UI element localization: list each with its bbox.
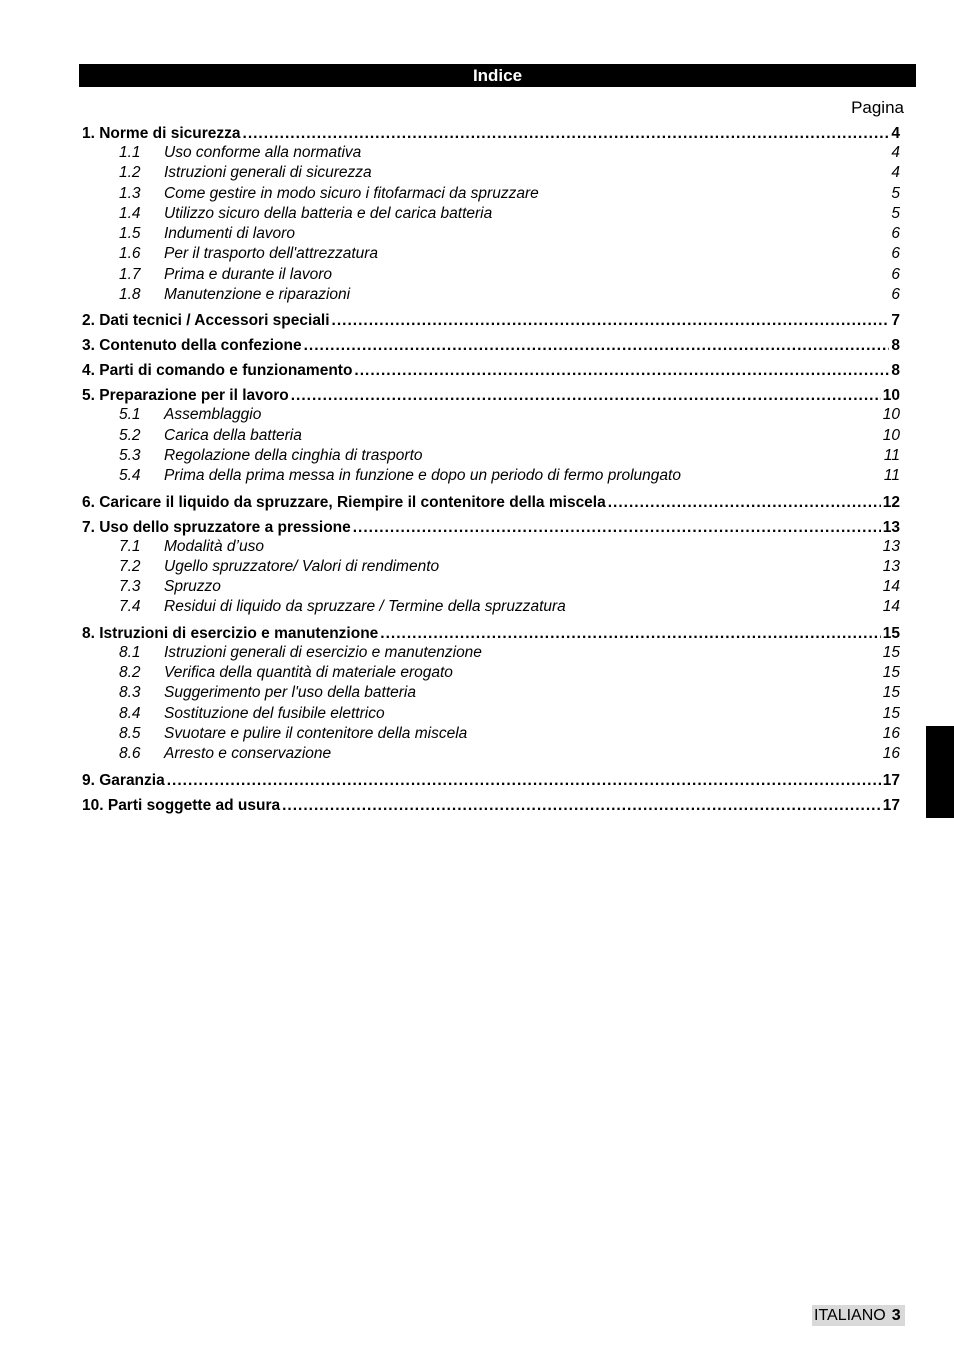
toc-sub-title: Indumenti di lavoro [164, 225, 295, 243]
toc-main-page: 10 [882, 387, 900, 405]
toc-leader-dots [608, 493, 881, 512]
toc-sub-entry[interactable] [82, 466, 900, 486]
toc-main-title: 3. Contenuto della confezione [82, 337, 302, 355]
toc-sub-page: 6 [891, 265, 900, 283]
toc-section [82, 311, 900, 330]
toc-sub-number: 8.6 [119, 745, 141, 763]
toc-main-entry[interactable] [82, 386, 900, 405]
toc-sub-entry[interactable] [82, 704, 900, 724]
toc-section [82, 336, 900, 355]
toc-main-page: 7 [891, 312, 900, 330]
toc-sub-title: Uso conforme alla normativa [164, 144, 362, 161]
toc-sub-page: 15 [882, 684, 900, 702]
toc-sub-entry[interactable] [82, 744, 900, 764]
toc-sub-title: Assemblaggio [164, 406, 262, 424]
toc-leader-dots [353, 518, 881, 537]
toc-sub-page: 11 [883, 446, 900, 464]
toc-sub-entry[interactable] [82, 184, 900, 204]
toc-sub-entry[interactable] [82, 244, 900, 264]
toc-sub-entry[interactable] [82, 597, 900, 617]
toc-sub-title: Residui di liquido da spruzzare / Termine della spruzzatura [164, 598, 566, 616]
toc-main-title: 10. Parti soggette ad usura [82, 796, 281, 814]
toc-section [82, 124, 900, 305]
toc-sub-entry[interactable] [82, 724, 900, 744]
toc-sub-title: Verifica della quantità di materiale erogato [164, 664, 453, 682]
footer-page-number: 3 [891, 1307, 901, 1324]
toc-sub-entry[interactable] [82, 557, 900, 577]
toc-sub-entry[interactable] [82, 285, 900, 305]
toc-sub-entry[interactable] [82, 224, 900, 244]
toc-sub-entry[interactable] [82, 446, 900, 466]
toc-leader-dots [380, 624, 880, 643]
toc-sub-number: 1.4 [119, 204, 141, 222]
toc-sub-entry[interactable] [82, 683, 900, 703]
toc-sub-number: 1.5 [119, 225, 141, 243]
toc-sub-title: Manutenzione e riparazioni [164, 286, 351, 304]
toc-sub-number: 1.3 [119, 184, 141, 202]
toc-leader-dots [282, 796, 881, 815]
toc-sub-number: 8.4 [119, 704, 141, 722]
toc-sub-page: 16 [882, 745, 900, 763]
toc-main-entry[interactable] [82, 796, 900, 815]
toc-sub-entry[interactable] [82, 426, 900, 446]
toc-sub-entry[interactable] [82, 163, 900, 183]
toc-section [82, 361, 900, 380]
toc-main-entry[interactable] [82, 361, 900, 380]
toc-sub-entry[interactable] [82, 577, 900, 597]
toc-main-title: 2. Dati tecnici / Accessori speciali [82, 312, 330, 330]
toc-main-entry[interactable] [82, 518, 900, 537]
toc-sub-title: Istruzioni generali di esercizio e manutenzione [164, 643, 482, 661]
toc-main-page: 17 [882, 796, 900, 814]
toc-sub-number: 1.8 [119, 286, 141, 304]
toc-sub-page: 13 [882, 557, 900, 575]
toc-sub-number: 5.3 [119, 446, 141, 464]
toc-sub-page: 13 [882, 537, 900, 555]
toc-sub-page: 15 [882, 664, 900, 682]
toc-sub-number: 1.6 [119, 245, 141, 263]
toc-sub-entry[interactable] [82, 204, 900, 224]
toc-main-title: 5. Preparazione per il lavoro [82, 387, 289, 405]
toc-main-entry[interactable] [82, 124, 900, 143]
toc-main-page: 13 [882, 518, 900, 536]
toc-leader-dots [291, 386, 881, 405]
toc-sub-title: Utilizzo sicuro della batteria e del carica batteria [164, 204, 493, 222]
toc-sub-page: 6 [891, 225, 900, 243]
toc-sub-title: Prima della prima messa in funzione e dopo un periodo di fermo prolungato [164, 467, 681, 485]
toc-sub-page: 15 [882, 704, 900, 722]
toc-sub-number: 7.3 [119, 578, 141, 596]
toc-main-title: 4. Parti di comando e funzionamento [82, 362, 353, 380]
toc-main-title: 1. Norme di sicurezza [82, 125, 241, 142]
index-title: Indice [79, 64, 916, 87]
toc-sub-number: 5.4 [119, 467, 141, 485]
toc-sub-title: Suggerimento per l'uso della batteria [164, 684, 416, 702]
toc-sub-title: Carica della batteria [164, 426, 302, 444]
page-footer [812, 1305, 905, 1326]
toc-sub-number: 5.2 [119, 426, 141, 444]
toc-sub-number: 1.7 [119, 265, 141, 283]
toc-sub-number: 7.4 [119, 598, 141, 616]
toc-sub-number: 8.3 [119, 684, 141, 702]
toc-sub-number: 7.2 [119, 557, 141, 575]
toc-sub-entry[interactable] [82, 663, 900, 683]
toc-leader-dots [332, 311, 890, 330]
toc-sub-page: 5 [891, 184, 900, 202]
table-of-contents [82, 124, 900, 815]
toc-section [82, 624, 900, 765]
toc-sub-number: 8.2 [119, 664, 141, 682]
toc-section [82, 386, 900, 486]
toc-sub-number: 8.5 [119, 724, 141, 742]
toc-sub-page: 6 [891, 286, 900, 304]
toc-main-page: 17 [882, 771, 900, 789]
toc-sub-number: 1.1 [119, 144, 141, 161]
toc-sub-page: 15 [882, 643, 900, 661]
toc-sub-page: 16 [882, 724, 900, 742]
toc-sub-title: Come gestire in modo sicuro i fitofarmaci da spruzzare [164, 184, 539, 202]
language-thumb-tab [926, 726, 954, 818]
toc-main-entry[interactable] [82, 771, 900, 790]
toc-section [82, 518, 900, 618]
toc-sub-page: 14 [882, 578, 900, 596]
toc-main-page: 15 [882, 624, 900, 642]
toc-main-title: 8. Istruzioni di esercizio e manutenzione [82, 624, 379, 642]
toc-sub-page: 4 [891, 144, 900, 161]
toc-sub-title: Regolazione della cinghia di trasporto [164, 446, 423, 464]
toc-leader-dots [167, 771, 881, 790]
toc-leader-dots [354, 361, 889, 380]
toc-main-entry[interactable] [82, 311, 900, 330]
toc-sub-number: 7.1 [119, 537, 141, 555]
toc-sub-entry[interactable] [82, 537, 900, 557]
toc-main-entry[interactable] [82, 493, 900, 512]
toc-main-title: 6. Caricare il liquido da spruzzare, Riempire il contenitore della miscela [82, 493, 606, 511]
toc-sub-title: Per il trasporto dell'attrezzatura [164, 245, 379, 263]
toc-sub-title: Arresto e conservazione [164, 745, 332, 763]
toc-sub-page: 11 [883, 467, 900, 485]
toc-sub-number: 1.2 [119, 164, 141, 182]
toc-main-title: 7. Uso dello spruzzatore a pressione [82, 518, 351, 536]
toc-section [82, 493, 900, 512]
toc-sub-title: Prima e durante il lavoro [164, 265, 332, 283]
toc-sub-entry[interactable] [82, 143, 900, 163]
toc-main-page: 8 [891, 362, 900, 380]
toc-sub-entry[interactable] [82, 405, 900, 425]
page-column-label: Pagina [851, 98, 904, 117]
toc-main-page: 4 [891, 125, 900, 142]
toc-sub-page: 14 [882, 598, 900, 616]
toc-sub-title: Ugello spruzzatore/ Valori di rendimento [164, 557, 440, 575]
toc-sub-entry[interactable] [82, 643, 900, 663]
toc-main-entry[interactable] [82, 624, 900, 643]
toc-sub-page: 4 [891, 164, 900, 182]
toc-sub-page: 6 [891, 245, 900, 263]
toc-section [82, 771, 900, 790]
toc-sub-title: Sostituzione del fusibile elettrico [164, 704, 385, 722]
footer-language: ITALIANO [814, 1307, 886, 1324]
toc-section [82, 796, 900, 815]
toc-main-page: 8 [891, 337, 900, 355]
toc-main-entry[interactable] [82, 336, 900, 355]
toc-sub-title: Istruzioni generali di sicurezza [164, 164, 372, 182]
toc-main-page: 12 [882, 493, 900, 511]
toc-sub-entry[interactable] [82, 265, 900, 285]
toc-sub-page: 5 [891, 204, 900, 222]
toc-sub-title: Spruzzo [164, 578, 221, 596]
toc-sub-page: 10 [882, 406, 900, 424]
toc-leader-dots [243, 124, 890, 143]
toc-main-title: 9. Garanzia [82, 771, 165, 789]
toc-sub-title: Svuotare e pulire il contenitore della miscela [164, 724, 468, 742]
toc-sub-number: 8.1 [119, 643, 141, 661]
toc-sub-title: Modalità d’uso [164, 537, 264, 555]
toc-sub-page: 10 [882, 426, 900, 444]
toc-sub-number: 5.1 [119, 406, 141, 424]
toc-leader-dots [304, 336, 890, 355]
